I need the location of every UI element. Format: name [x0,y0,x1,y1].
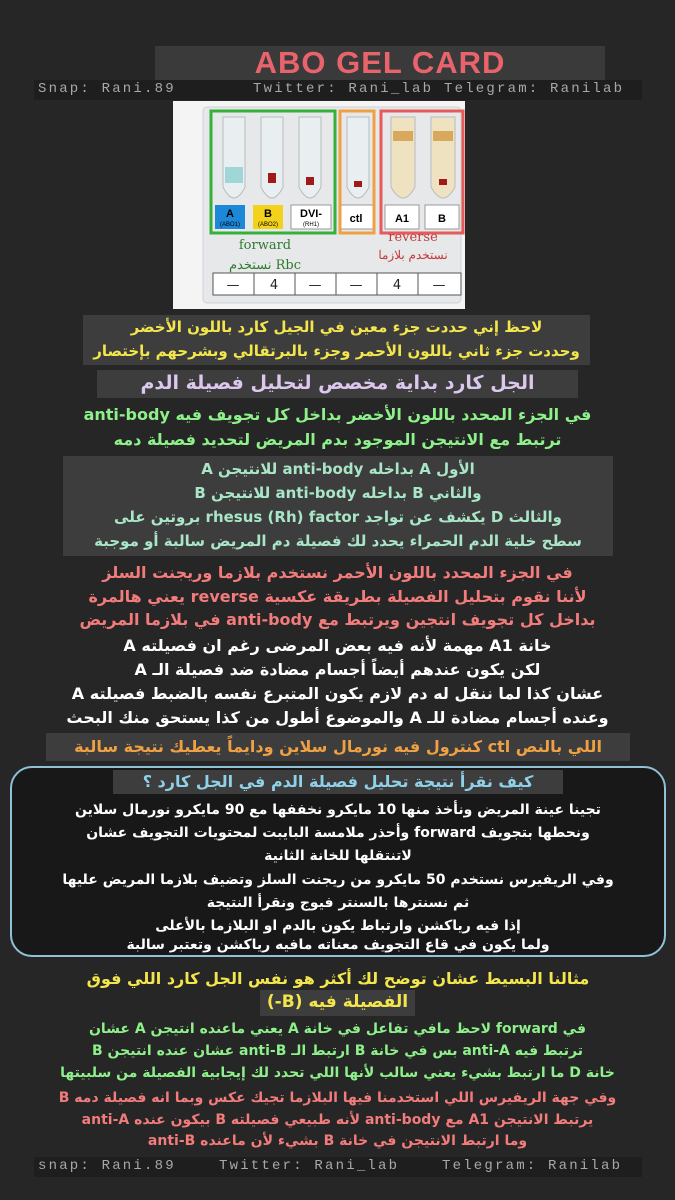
reverse-expl-line-2: يرتبط الانتيجن A1 مع anti-body لأنه طبيعي فصيلته B بيكون عنده anti-A [81,1112,594,1128]
twitter-handle: Twitter: Rani_lab [253,81,434,97]
a1-line-1: خانة A1 مهمة لأنه فيه بعض المرضى رغم ان فصيلته A [123,636,552,655]
tube-label-b-reverse: B [438,213,446,225]
how-to-line: ونحطها بتجويف forward وأحذر ملامسة البايبت لمحتويات التجويف عشان [86,825,590,841]
intro-line-2: وحددت جزء ثاني باللون الأحمر وجزء بالبرتقالي وبشرحهم بإختصار [93,342,580,360]
how-to-line: لاتنتقلها للخانة الثانية [264,848,412,864]
red-section-line-3: بداخل كل تجويف انتجين ويرتبط مع anti-body في بلازما المريض [79,610,596,629]
green-section-line-2: ترتبط مع الانتيجن الموجود بدم المريض لتحديد فصيلة دمه [113,430,562,449]
tubes-line-2: والثاني B بداخله anti-body للانتيجن B [194,484,482,502]
a1-line-3: عشان كذا لما ننقل له دم لازم يكون المتبرع نفسه بالضبط فصيلته A [71,684,604,703]
reverse-expl-line-1: وفي جهة الريفيرس اللي استخدمنا فيها البلازما تجيك عكس وبما انه فصيلة دمه B [58,1090,617,1106]
tube-label-dvi: DVI- [300,208,322,220]
red-section-line-2: لأننا نقوم بتحليل الفصيلة بطريقة عكسية reverse يعني هالمرة [88,587,587,606]
result-cell: — [349,278,363,293]
red-section-line-1: في الجزء المحدد باللون الأحمر نستخدم بلازما وريجنت السلز [102,563,573,582]
forward-note: Rbc نستخدم [229,258,301,273]
tubes-line-4: سطح خلية الدم الحمراء يحدد لك فصيلة دم المريض سالبة أو موجبة [94,532,582,550]
reverse-note: نستخدم بلازما [378,248,448,262]
how-to-line: إذا فيه رياكشن وارتباط يكون بالدم او البلازما بالأعلى [155,918,521,934]
how-to-question: كيف نقرأ نتيجة تحليل فصيلة الدم في الجل كارد ؟ [142,772,534,791]
page-title: ABO GEL CARD [155,46,605,80]
forward-expl-line-3: خانة D ما ارتبط بشيء يعني سالب لأنها اللي تحدد لك إيجابية الفصيلة من سلبيتها [60,1065,615,1081]
example-blood-type: الفصيلة فيه (B-) [266,992,409,1012]
example-line-1: مثالنا البسيط عشان توضح لك أكثر هو نفس الجل كارد اللي فوق [86,969,590,988]
forward-label: forward [238,238,292,253]
tubes-line-1: الأول A بداخله anti-body للانتيجن A [201,460,475,478]
tube-label-a1: A1 [394,213,410,225]
social-bar-bottom [34,1157,642,1177]
how-to-line: ولما يكون في قاع التجويف معناته مافيه رياكشن وتعتبر سالبة [126,937,550,953]
reverse-label: reverse [388,230,438,245]
snap-handle: Snap: Rani.89 [38,81,176,97]
result-cell: — [432,278,446,293]
result-cell: — [226,278,240,293]
twitter-handle: Twitter: Rani_lab [219,1158,400,1174]
how-to-line: وفي الريفيرس نستخدم 50 مايكرو من ريجنت السلز وتضيف بلازما المريض عليها [62,872,614,888]
how-to-line: ثم نسنترها بالسنتر فيوج ونقرأ النتيجة [206,895,470,911]
telegram-handle: Telegram: Ranilab [444,81,625,97]
result-cell: — [308,278,322,293]
forward-expl-line-1: في forward لاحظ مافي تفاعل في خانة A يعني ماعنده انتيجن A عشان [88,1021,587,1037]
intro-line-1: لاحظ إني حددت جزء معين في الجيل كارد باللون الأخضر [130,318,543,336]
ctl-line: اللي بالنص ctl كنترول فيه نورمال سلاين ودايماً يعطيك نتيجة سالبة [74,737,602,756]
tube-sublabel-rh1: (RH1) [303,222,319,228]
section-heading: الجل كارد بداية مخصص لتحليل فصيلة الدم [140,372,535,394]
tube-sublabel-abo2: (ABO2) [257,222,279,228]
tube-sublabel-abo1: (ABO1) [219,222,241,228]
a1-line-2: لكن يكون عندهم أيضاً أجسام مضادة ضد فصيلة الـ A [134,660,541,679]
result-cell: 4 [392,278,402,293]
how-to-line: تجينا عينة المريض ونأخذ منها 10 مايكرو نخففها مع 90 مايكرو نورمال سلاين [75,802,601,818]
snap-handle: snap: Rani.89 [38,1158,176,1174]
tube-label-b: B [264,208,272,220]
green-section-line-1: في الجزء المحدد باللون الأخضر بداخل كل تجويف فيه anti-body [83,405,592,424]
forward-expl-line-2: ترتبط فيه anti-A بس في خانة B ارتبط الـ anti-B عشان عنده انتيجن B [92,1043,583,1059]
telegram-handle: Telegram: Ranilab [442,1158,623,1174]
social-bar-top [34,80,642,100]
tube-label-a: A [226,208,234,220]
reverse-expl-line-3: وما ارتبط الانتيجن في خانة B بشيء لأن ماعنده anti-B [147,1133,528,1149]
tubes-line-3: والثالث D يكشف عن تواجد rhesus (Rh) factor بروتين على [114,508,562,526]
gel-card-photo [173,101,465,309]
result-cell: 4 [269,278,279,293]
a1-line-4: وعنده أجسام مضادة للـ A والموضوع أطول من كذا يستحق منك البحث [66,708,609,727]
tube-label-ctl: ctl [349,213,363,225]
